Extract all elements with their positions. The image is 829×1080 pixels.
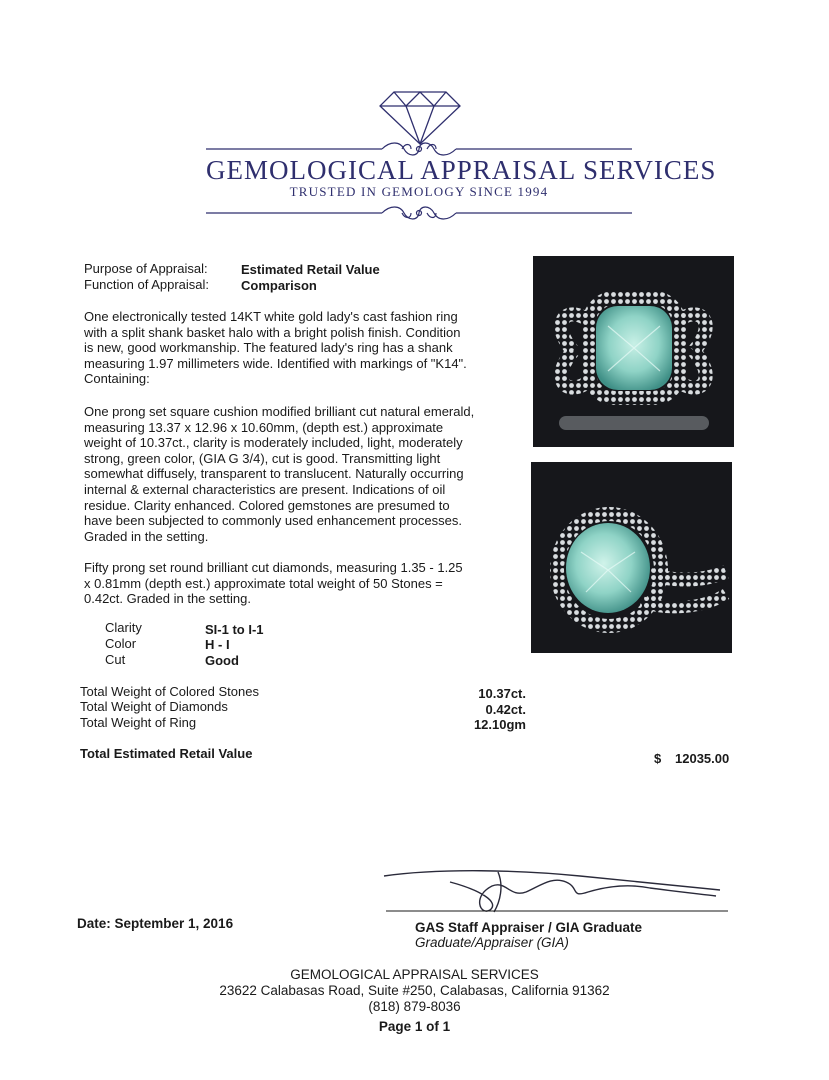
weight-label-diamonds: Total Weight of Diamonds [80, 699, 228, 714]
flourish-ornament-icon [206, 202, 632, 224]
diamonds-line: Fifty prong set round brilliant cut diamonds, measuring 1.35 - 1.25 [84, 560, 463, 575]
grade-value-cut: Good [205, 653, 239, 668]
description-line: One electronically tested 14KT white gold lady's cast fashion ring [84, 309, 458, 324]
grade-label-clarity: Clarity [105, 620, 142, 635]
purpose-value: Estimated Retail Value [241, 262, 380, 277]
weight-value-ring: 12.10gm [473, 717, 526, 732]
center-stone-description [84, 404, 504, 544]
footer-address: 23622 Calabasas Road, Suite #250, Calabasas, California 91362 [219, 983, 610, 998]
description-line: with a split shank basket halo with a bright polish finish. Condition [84, 324, 461, 340]
purpose-label: Purpose of Appraisal: [84, 261, 208, 276]
weight-label-ring: Total Weight of Ring [80, 715, 197, 730]
total-label: Total Estimated Retail Value [80, 746, 253, 761]
description-line: is new, good workmanship. The featured lady's ring has a shank [84, 340, 453, 356]
diamonds-line: x 0.81mm (depth est.) approximate total weight of 50 Stones = [84, 575, 443, 591]
center-stone-line: Graded in the setting. [84, 528, 209, 544]
function-label: Function of Appraisal: [84, 277, 210, 292]
description-line: measuring 1.97 millimeters wide. Identified with markings of "K14". [84, 355, 467, 371]
footer-phone: (818) 879-8036 [368, 999, 461, 1014]
ring-photo-top [533, 256, 734, 447]
diamonds-description [84, 560, 504, 607]
footer-company: GEMOLOGICAL APPRAISAL SERVICES [290, 967, 539, 982]
total-currency: $ [654, 751, 662, 766]
description-line: Containing: [84, 371, 150, 387]
page-number: Page 1 of 1 [378, 1019, 451, 1034]
weight-value-diamonds: 0.42ct. [485, 702, 526, 717]
weight-label-colored-stones: Total Weight of Colored Stones [80, 684, 259, 699]
grade-label-color: Color [105, 636, 137, 651]
center-stone-line: weight of 10.37ct., clarity is moderately included, light, moderately [84, 435, 463, 451]
function-value: Comparison [241, 278, 317, 293]
ring-photo-side [531, 462, 732, 653]
appraisal-date: Date: September 1, 2016 [77, 916, 234, 931]
total-amount: 12035.00 [675, 751, 730, 766]
company-name: GEMOLOGICAL APPRAISAL SERVICES [206, 155, 717, 185]
center-stone-line: somewhat diffusely, transparent to translucent. Naturally occurring [84, 466, 464, 482]
weight-value-colored-stones: 10.37ct. [478, 686, 526, 701]
ring-description [84, 309, 504, 387]
center-stone-line: One prong set square cushion modified brilliant cut natural emerald, [84, 404, 475, 419]
center-stone-line: internal & external characteristics are present. Indications of oil [84, 481, 446, 497]
signatory-subtitle: Graduate/Appraiser (GIA) [415, 935, 569, 950]
diamonds-line: 0.42ct. Graded in the setting. [84, 591, 251, 607]
grade-value-clarity: SI-1 to I-1 [205, 622, 264, 637]
signatory-title: GAS Staff Appraiser / GIA Graduate [415, 920, 643, 935]
tagline: TRUSTED IN GEMOLOGY SINCE 1994 [289, 184, 549, 199]
center-stone-line: measuring 13.37 x 12.96 x 10.60mm, (depth est.) approximate [84, 419, 444, 435]
grade-label-cut: Cut [105, 652, 126, 667]
center-stone-line: strong, green color, (GIA G 3/4), cut is good. Transmitting light [84, 450, 441, 466]
grade-value-color: H - I [205, 637, 230, 652]
center-stone-line: have been subjected to commonly used enhancement processes. [84, 513, 462, 529]
signature-icon [380, 862, 732, 914]
center-stone-line: residue. Clarity enhanced. Colored gemstones are presumed to [84, 497, 450, 513]
